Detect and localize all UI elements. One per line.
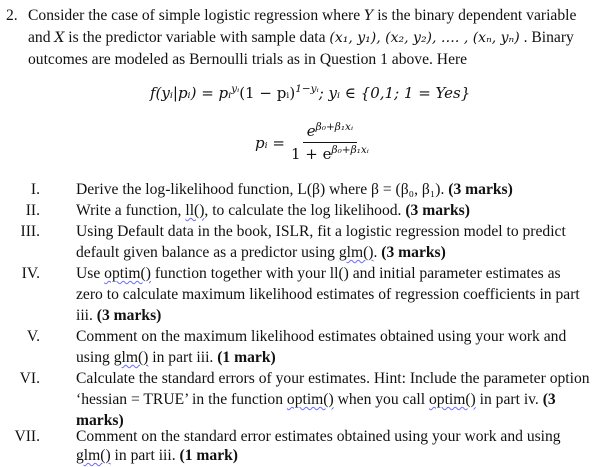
part-text: iii. (76, 307, 97, 324)
part-7-line-2 (76, 446, 238, 467)
likelihood-equation (150, 84, 470, 102)
part-4-line-1 (76, 264, 561, 285)
code-ref: glm() (76, 447, 111, 464)
code-ref: glm() (113, 349, 149, 366)
part-3-line-1: Using Default data in the book, ISLR, fit a logistic regression model to predict (76, 223, 566, 240)
fraction (291, 122, 369, 163)
marks: (3 marks) (448, 181, 513, 198)
code-ref: optim() (428, 391, 476, 408)
part-4-line-2: zero to calculate maximum likelihood estimates of regression coefficients in part (76, 286, 580, 303)
part-numeral-2: II. (25, 202, 40, 219)
eq-mid: (1 − pᵢ) (239, 84, 296, 102)
part-text: ‘hessian = TRUE’ in the function (76, 391, 287, 408)
numerator (303, 122, 357, 143)
part-numeral-3: III. (20, 223, 40, 240)
part-text: . (373, 244, 382, 261)
part-1-line-1 (76, 180, 513, 201)
part-text: in part iv. (475, 391, 543, 408)
marks: (3 marks) (96, 307, 162, 324)
part-2-line-1 (76, 201, 470, 222)
part-text: default given balance as a predictor using (76, 244, 339, 261)
intro-text: is the binary dependent variable (373, 7, 577, 24)
part-6-line-1: Calculate the standard errors of your estimates. Hint: Include the parameter option (76, 370, 590, 387)
var-x: X (54, 30, 65, 46)
part-text: , to calculate the log likelihood. (204, 202, 406, 219)
part-6-line-2 (76, 390, 556, 411)
intro-text: is the predictor variable with sample data (64, 29, 330, 46)
eq-rhs: ; yᵢ ∈ {0,1; 1 = Yes} (318, 84, 471, 102)
marks: (3 (542, 391, 556, 408)
part-numeral-4: IV. (21, 265, 40, 282)
part-7-line-1: Comment on the standard error estimates obtained using your work and using (76, 428, 561, 445)
part-text: Use (76, 265, 105, 282)
marks: (3 marks) (381, 244, 446, 261)
eq-exponent: β₀+β₁xᵢ (315, 121, 354, 133)
code-ref: glm() (338, 244, 374, 261)
part-text: when you call (333, 391, 429, 408)
eq-base: e (306, 122, 316, 140)
part-text: in part iii. (110, 447, 180, 464)
eq-exponent: 1−yᵢ (295, 83, 319, 95)
part-text: Write a function, (76, 202, 186, 219)
intro-text: Consider the case of simple logistic regression where (28, 7, 365, 24)
intro-text: . Binary (519, 29, 574, 46)
part-text: function together with your ll() and initial parameter estimates as (150, 265, 561, 282)
part-4-line-3 (76, 306, 161, 327)
intro-line-2 (28, 28, 574, 48)
eq-base: 1 + e (290, 145, 332, 163)
code-ref: ll() (185, 202, 205, 219)
intro-line-1 (28, 6, 576, 26)
part-numeral-7: VII. (14, 428, 40, 445)
part-5-line-2 (76, 348, 276, 369)
part-3-line-2 (76, 243, 446, 264)
var-y: Y (364, 8, 374, 24)
part-numeral-5: V. (26, 328, 40, 345)
question-number: 2. (6, 7, 18, 24)
marks: (1 mark) (179, 447, 238, 464)
intro-line-3: outcomes are modeled as Bernoulli trials as in Question 1 above. Here (28, 51, 468, 68)
denominator (291, 143, 369, 163)
eq-lhs: pᵢ = (255, 133, 285, 152)
code-ref: optim() (104, 265, 151, 282)
eq-lhs: f(yᵢ|pᵢ) = pᵢ (150, 84, 232, 102)
part-text: in part iii. (148, 349, 218, 366)
intro-text: and (28, 29, 55, 46)
part-5-line-1: Comment on the maximum likelihood estimates obtained using your work and (76, 328, 567, 345)
part-numeral-1: I. (30, 181, 40, 198)
part-text: using (76, 349, 114, 366)
marks: marks) (76, 412, 124, 429)
marks: (3 marks) (405, 202, 470, 219)
eq-exponent: β₀+β₁xᵢ (331, 144, 369, 156)
logistic-equation (255, 122, 369, 163)
part-numeral-6: VI. (19, 370, 40, 387)
eq-exponent: yᵢ (231, 83, 240, 95)
code-ref: optim() (286, 391, 334, 408)
marks: (1 mark) (217, 349, 276, 366)
part-text: Derive the log-likelihood function, L(β) where β = (β₀, β₁). (76, 181, 449, 198)
sample-data: (x₁, y₁), (x₂, y₂), …. , (xₙ, yₙ) (329, 30, 520, 46)
